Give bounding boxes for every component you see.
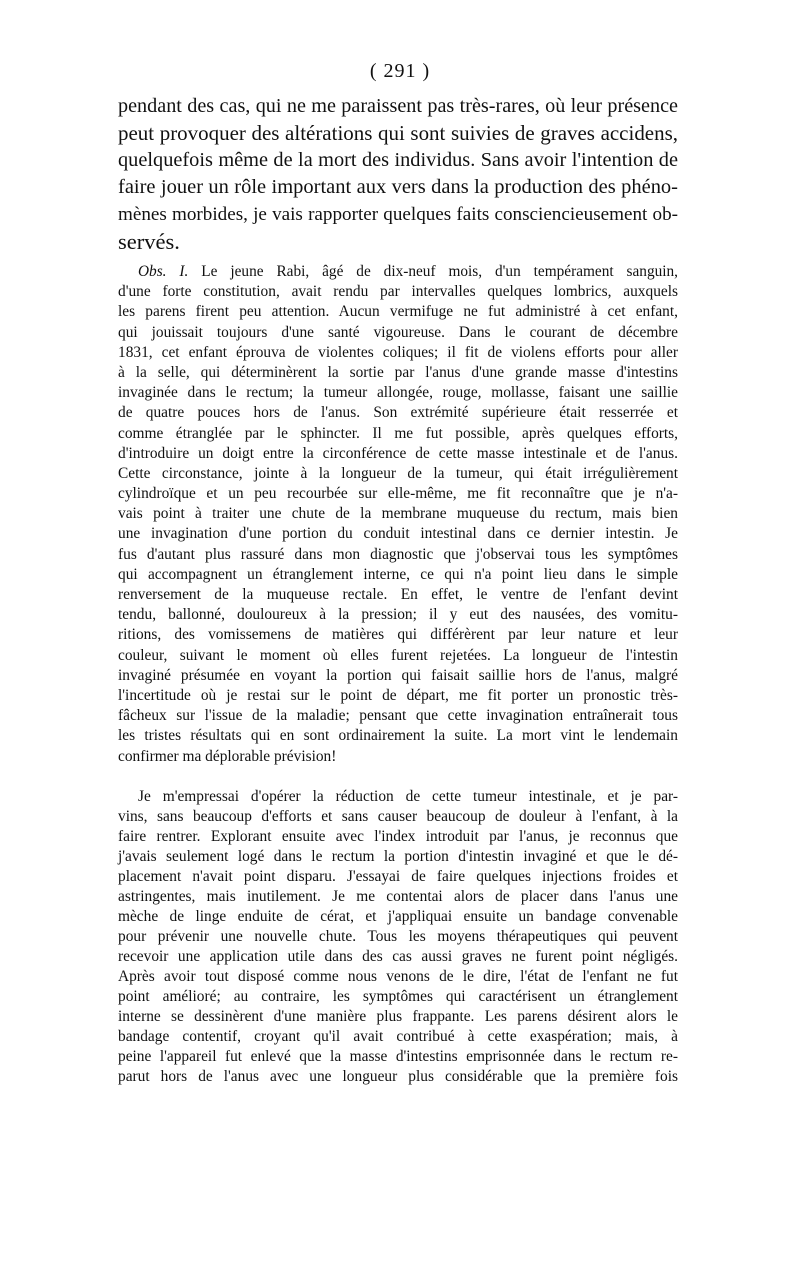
text-line: mènes morbides, je vais rapporter quelques faits consciencieusement ob- (118, 204, 678, 225)
text-line: d'une forte constitution, avait rendu par intervalles quelques lombrics, auxquels (118, 283, 678, 301)
text-line: invaginé présumée en voyant la portion qui faisait saillie hors de l'anus, malgré (118, 666, 678, 684)
text-line: qui accompagnent un étranglement interne, ce qui n'a point lieu dans le simple (118, 565, 678, 583)
text-line: mèche de linge enduite de cérat, et j'appliquai ensuite un bandage convenable (118, 908, 678, 925)
text-line: servés. (118, 229, 180, 254)
text-line: pendant des cas, qui ne me paraissent pas très-rares, où leur présence (118, 95, 678, 117)
text-line: vais point à traiter une chute de la membrane muqueuse du rectum, mais bien (118, 505, 678, 523)
body-paragraph (118, 787, 678, 1087)
text-line: bandage contentif, croyant qu'il avait contribué à cette exaspération; mais, à (118, 1028, 678, 1045)
intro-paragraph (118, 93, 678, 255)
text-line: ritions, des vomissemens de matières qui différèrent par leur nature et leur (118, 626, 678, 644)
text-line: fâcheux sur l'issue de la maladie; pensant que cette invagination entraînerait tous (118, 707, 678, 725)
text-line: pour prévenir une nouvelle chute. Tous les moyens thérapeutiques qui peuvent (118, 928, 678, 945)
text-line: les tristes résultats qui en sont ordinairement la suite. La mort vint le lendemain (118, 727, 678, 745)
text-line: couleur, suivant le moment où elles furent rejetées. La longueur de l'intestin (118, 646, 678, 664)
text-line: j'avais seulement logé dans le rectum la portion d'intestin invaginé et que le dé- (118, 848, 678, 865)
text-line: vins, sans beaucoup d'efforts et sans causer beaucoup de douleur à l'enfant, à la (118, 808, 678, 825)
observation-paragraph (118, 262, 678, 767)
text-line: peut provoquer des altérations qui sont suivies de graves accidens, (118, 121, 678, 145)
text-line: d'introduire un doigt entre la circonférence de cette masse intestinale et de l'anus. (118, 444, 678, 462)
text-line (118, 262, 678, 282)
text-line: comme étranglée par le sphincter. Il me fut possible, après quelques efforts, (118, 424, 678, 442)
text-line: une invagination d'une portion du conduit intestinal dans ce dernier intestin. Je (118, 525, 678, 543)
text-line: point amélioré; au contraire, les symptômes qui caractérisent un étranglement (118, 988, 678, 1005)
text-line: faire rentrer. Explorant ensuite avec l'index introduit par l'anus, je reconnus que (118, 828, 678, 845)
observation-label: Obs. I. (138, 263, 189, 280)
text-line: faire jouer un rôle important aux vers dans la production des phéno- (118, 176, 678, 198)
text-line: placement n'avait point disparu. J'essayai de faire quelques injections froides et (118, 868, 678, 885)
text-line: invaginée dans le rectum; la tumeur allongée, rouge, mollasse, faisant une saillie (118, 384, 678, 402)
text-line: Cette circonstance, jointe à la longueur de la tumeur, qui était irrégulièrement (118, 464, 678, 482)
text-line: à la selle, qui déterminèrent la sortie par l'anus d'une grande masse d'intestins (118, 363, 678, 381)
text-line: renversement de la muqueuse rectale. En effet, le ventre de l'enfant devint (118, 586, 678, 603)
text-line: de quatre pouces hors de l'anus. Son extrémité supérieure était resserrée et (118, 404, 678, 422)
text-line: Après avoir tout disposé comme nous venons de le dire, l'état de l'enfant ne fut (118, 968, 678, 985)
text-line: recevoir une application utile dans des cas aussi graves ne furent point négligés. (118, 948, 678, 965)
text-line: parut hors de l'anus avec une longueur plus considérable que la première fois (118, 1068, 678, 1085)
text-line: 1831, cet enfant éprouva de violentes coliques; il fit de violens efforts pour aller (118, 343, 678, 361)
text-line: les parens firent peu attention. Aucun vermifuge ne fut administré à cet enfant, (118, 303, 678, 321)
text-line-body: Le jeune Rabi, âgé de dix-neuf mois, d'un tempérament sanguin, (201, 263, 678, 280)
text-line: Je m'empressai d'opérer la réduction de cette tumeur intestinale, et je par- (138, 788, 678, 805)
text-line: astringentes, mais inutilement. Je me contentai alors de placer dans l'anus une (118, 888, 678, 905)
text-line: cylindroïque et un peu recourbée sur elle-même, me fit reconnaître que je n'a- (118, 485, 678, 503)
text-line: tendu, ballonné, douloureux à la pression; il y eut des nausées, des vomitu- (118, 606, 678, 624)
text-line: l'incertitude où je restai sur le point de départ, me fit porter un pronostic très- (118, 686, 678, 704)
text-line: quelquefois même de la mort des individus. Sans avoir l'intention de (118, 149, 678, 171)
text-line: qui jouissait toujours d'une santé vigoureuse. Dans le courant de décembre (118, 323, 678, 341)
text-line: confirmer ma déplorable prévision! (118, 747, 337, 765)
text-line: peine l'appareil fut enlevé que la masse d'intestins emprisonnée dans le rectum re- (118, 1048, 678, 1065)
text-line: fus d'autant plus rassuré dans mon diagnostic que j'observai tous les symptômes (118, 545, 678, 563)
text-line: interne se dessinèrent d'une manière plus frappante. Les parens désirent alors le (118, 1008, 678, 1025)
page-number: ( 291 ) (369, 60, 431, 82)
